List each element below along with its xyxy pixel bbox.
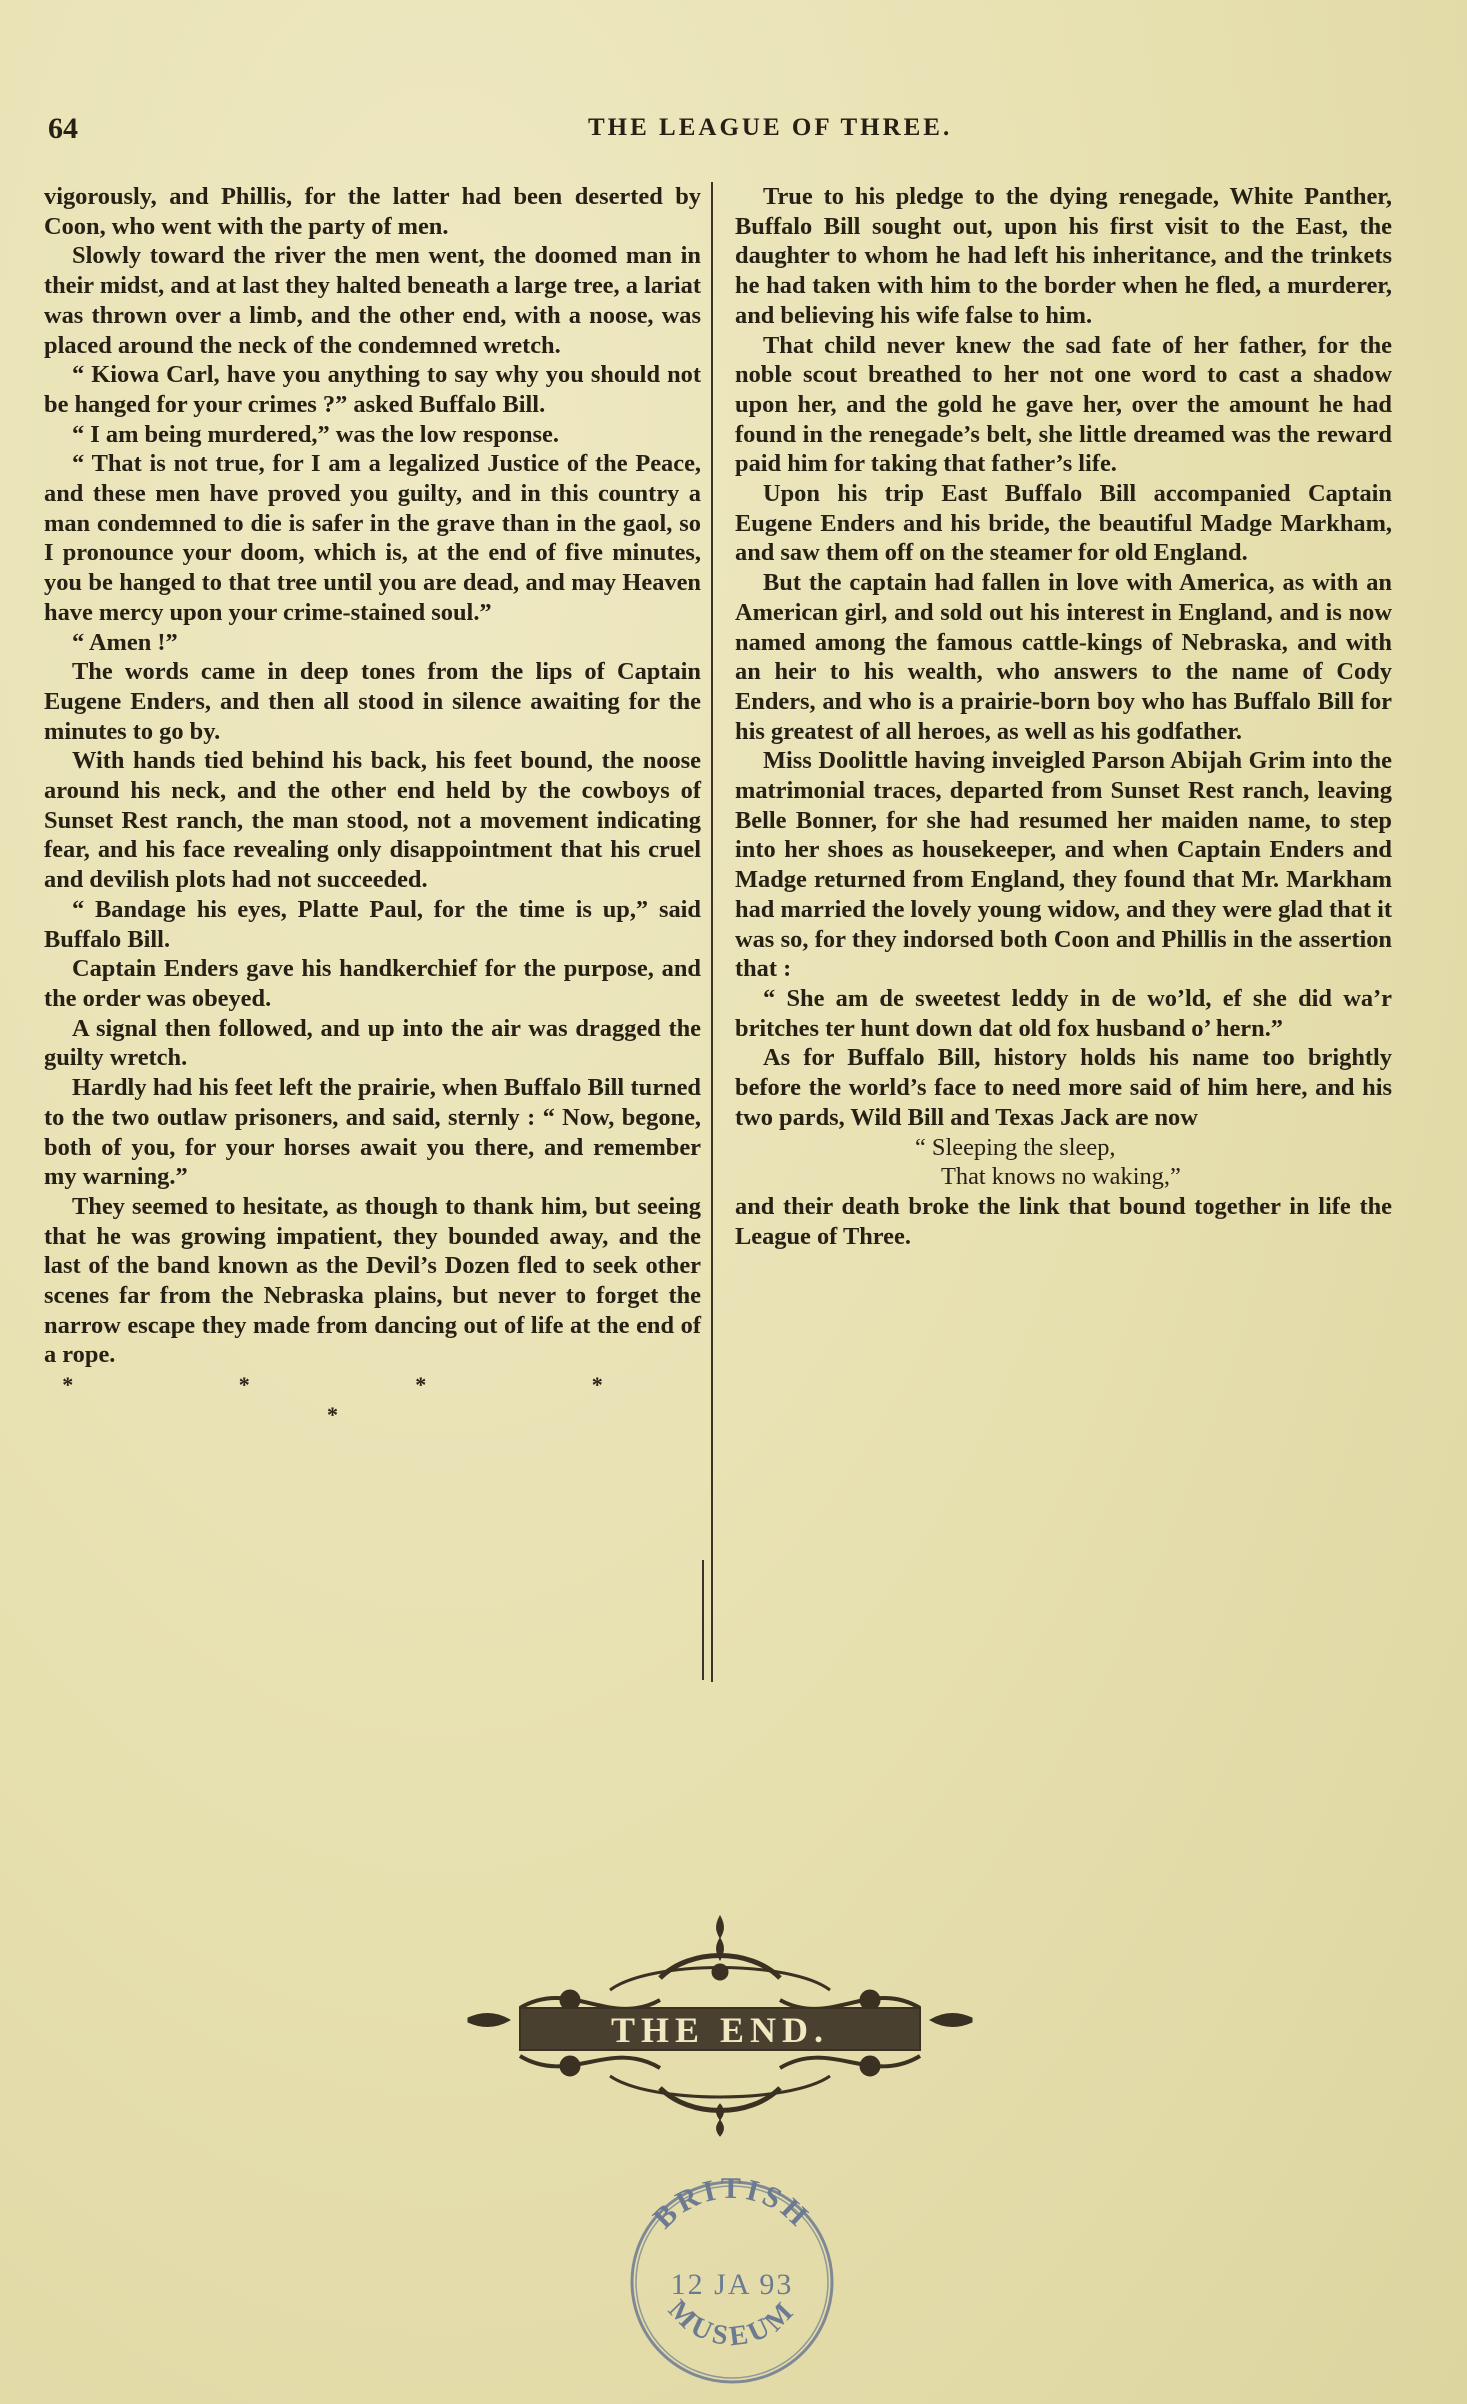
paragraph: They seemed to hesitate, as though to thank him, but seeing that he was growing impatient, they bounded away, and the last of the band known as the Devil’s Dozen fled to seek other scenes far from the Nebraska plains, but never to forget the narrow escape they made from dancing out of life at the end of a rope. <box>44 1192 701 1369</box>
the-end-ornament <box>460 1908 980 2138</box>
paragraph: But the captain had fallen in love with America, as with an American girl, and sold out his interest in England, and is now named among the famous cattle-kings of Nebraska, and with an heir to his wealth, who answers to the name of Cody Enders, and who is a prairie-born boy who has Buffalo Bill for his greatest of all heroes, as well as his godfather. <box>735 569 1392 745</box>
paragraph: Slowly toward the river the men went, the doomed man in their midst, and at last they halted beneath a large tree, a lariat was thrown over a limb, and the other end, with a noose, was placed around the neck of the condemned wretch. <box>44 242 701 359</box>
page-header <box>48 112 1408 152</box>
left-column <box>44 182 701 1430</box>
paragraph: As for Buffalo Bill, history holds his name too brightly before the world’s face to need more said of him here, and his two pards, Wild Bill and Texas Jack are now <box>735 1044 1392 1131</box>
the-end-text: THE END. <box>610 2010 830 2050</box>
paragraph: Hardly had his feet left the prairie, when Buffalo Bill turned to the two outlaw prisoners, and said, sternly : “ Now, begone, both of you, for your horses await you there, and remember my warning.” <box>44 1074 701 1191</box>
right-column <box>735 182 1392 1251</box>
paragraph: vigorously, and Phillis, for the latter had been deserted by Coon, who went with the party of men. <box>44 183 701 240</box>
verse-line: “ Sleeping the sleep, <box>915 1133 1116 1161</box>
paragraph: “ Kiowa Carl, have you anything to say why you should not be hanged for your crimes ?” asked Buffalo Bill. <box>44 361 701 418</box>
paragraph: Captain Enders gave his handkerchief for the purpose, and the order was obeyed. <box>44 955 701 1012</box>
section-separator: * * * * * <box>62 1372 683 1427</box>
paragraph: With hands tied behind his back, his feet bound, the noose around his neck, and the other end held by the cowboys of Sunset Rest ranch, the man stood, not a movement indicating fear, and his face revealing only disappointment that his cruel and devilish plots had not succeeded. <box>44 747 701 894</box>
paragraph: The words came in deep tones from the lips of Captain Eugene Enders, and then all stood in silence awaiting for the minutes to go by. <box>44 658 701 745</box>
paragraph: “ Bandage his eyes, Platte Paul, for the time is up,” said Buffalo Bill. <box>44 895 701 953</box>
stamp-date: 12 JA 93 <box>670 2268 794 2301</box>
paragraph: “ Amen !” <box>72 628 178 656</box>
paragraph: Miss Doolittle having inveigled Parson Abijah Grim into the matrimonial traces, departed from Sunset Rest ranch, leaving Belle Bonner, for she had resumed her maiden name, to step into her shoes as housekeeper, and when Captain Enders and Madge returned from England, they found that Mr. Markham had married the lovely young widow, and they were glad that it was so, for they indorsed both Coon and Phillis in the assertion that : <box>735 747 1392 983</box>
verse-quote <box>735 1133 1392 1192</box>
stamp-bottom-text: MUSEUM <box>661 2294 803 2353</box>
column-divider-lower <box>702 1560 704 1680</box>
paragraph: A signal then followed, and up into the air was dragged the guilty wretch. <box>44 1014 701 1072</box>
verse-line: That knows no waking,” <box>941 1163 1181 1191</box>
library-stamp <box>618 2168 846 2396</box>
paragraph: That child never knew the sad fate of her father, for the noble scout breathed to her not one word to cast a shadow upon her, and the gold he gave her, over the amount he had found in the renegade’s belt, she little dreamed was the reward paid him for taking that father’s life. <box>735 331 1392 478</box>
paragraph: True to his pledge to the dying renegade, White Panther, Buffalo Bill sought out, upon his first visit to the East, the daughter to whom he had left his inheritance, and the trinkets he had taken with him to the border when he fled, a murderer, and believing his wife false to him. <box>735 183 1392 329</box>
column-divider <box>711 182 713 1682</box>
paragraph: “ She am de sweetest leddy in de wo’ld, ef she did wa’r britches ter hunt down dat old fox husband o’ hern.” <box>735 984 1392 1042</box>
paragraph: “ I am being murdered,” was the low response. <box>72 420 559 448</box>
closing-paragraph: and their death broke the link that bound together in life the League of Three. <box>735 1192 1392 1250</box>
page-number: 64 <box>48 112 78 145</box>
paragraph: “ That is not true, for I am a legalized Justice of the Peace, and these men have proved you guilty, and in this country a man condemned to die is safer in the grave than in the gaol, so I pronounce your doom, which is, at the end of five minutes, you be hanged to that tree until you are dead, and may Heaven have mercy upon your crime-stained soul.” <box>44 450 701 626</box>
paragraph: Upon his trip East Buffalo Bill accompanied Captain Eugene Enders and his bride, the beautiful Madge Markham, and saw them off on the steamer for old England. <box>735 480 1392 567</box>
stamp-top-text: BRITISH <box>646 2171 817 2236</box>
running-title: THE LEAGUE OF THREE. <box>588 114 953 141</box>
